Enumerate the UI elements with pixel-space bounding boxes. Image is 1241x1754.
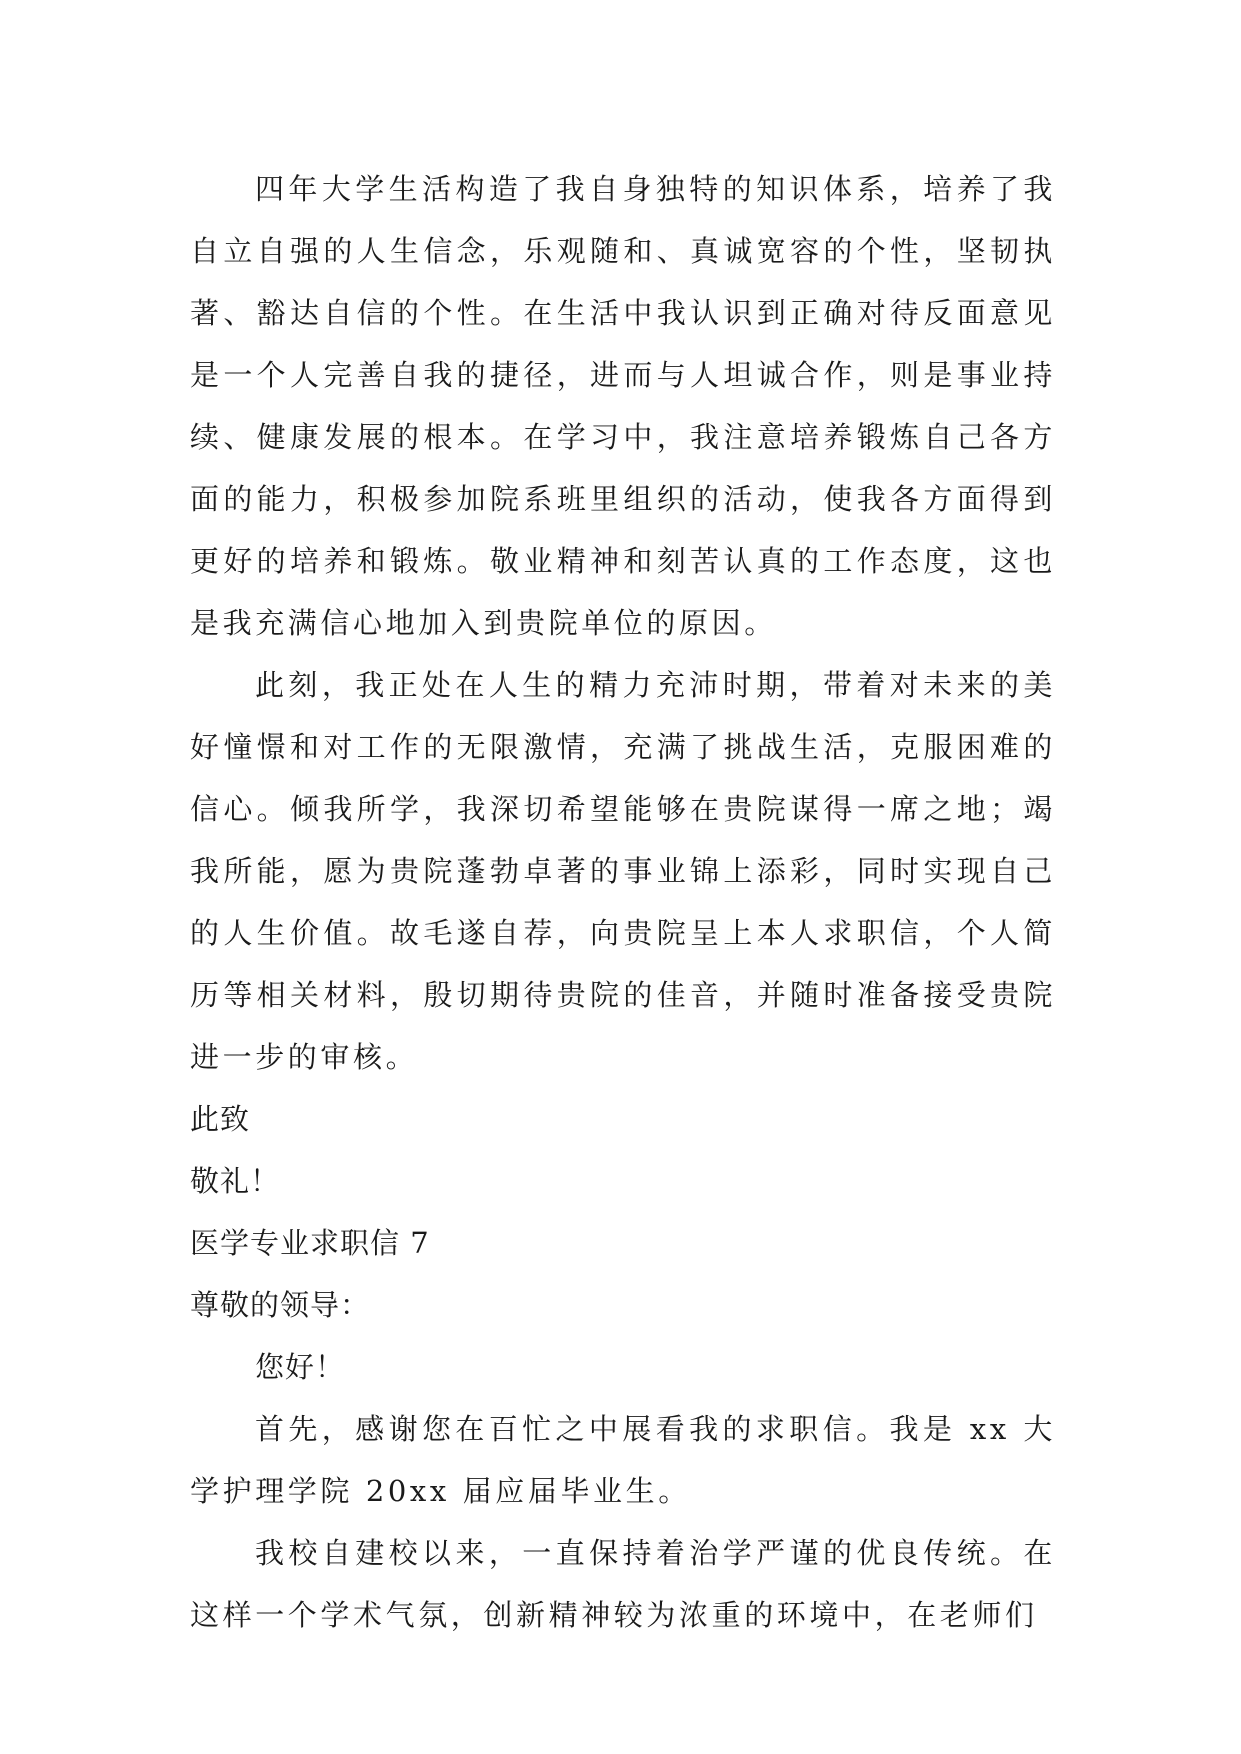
closing-regards: 敬礼！	[190, 1164, 281, 1198]
document-body	[190, 158, 1056, 1646]
greeting-hello: 您好！	[255, 1350, 346, 1384]
greeting-recipient: 尊敬的领导：	[190, 1288, 371, 1322]
closing-salutation: 此致	[190, 1102, 251, 1136]
paragraph-introduction: 首先，感谢您在百忙之中展看我的求职信。我是 xx 大学护理学院 20xx 届应届毕业生。	[190, 1412, 1056, 1508]
paragraph-education-summary: 四年大学生活构造了我自身独特的知识体系，培养了我自立自强的人生信念，乐观随和、真诚宽容的个性，坚韧执著、豁达自信的个性。在生活中我认识到正确对待反面意见是一个人完善自我的捷径，进而与人坦诚合作，则是事业持续、健康发展的根本。在学习中，我注意培养锻炼自己各方面的能力，积极参加院系班里组织的活动，使我各方面得到更好的培养和锻炼。敬业精神和刻苦认真的工作态度，这也是我充满信心地加入到贵院单位的原因。	[190, 172, 1056, 640]
paragraph-school-background: 我校自建校以来，一直保持着治学严谨的优良传统。在这样一个学术气氛，创新精神较为浓重的环境中，在老师们	[190, 1536, 1056, 1632]
paragraph-career-intent: 此刻，我正处在人生的精力充沛时期，带着对未来的美好憧憬和对工作的无限激情，充满了挑战生活，克服困难的信心。倾我所学，我深切希望能够在贵院谋得一席之地；竭我所能，愿为贵院蓬勃卓著的事业锦上添彩，同时实现自己的人生价值。故毛遂自荐，向贵院呈上本人求职信，个人简历等相关材料，殷切期待贵院的佳音，并随时准备接受贵院进一步的审核。	[190, 668, 1056, 1074]
section-heading: 医学专业求职信 7	[190, 1226, 430, 1260]
